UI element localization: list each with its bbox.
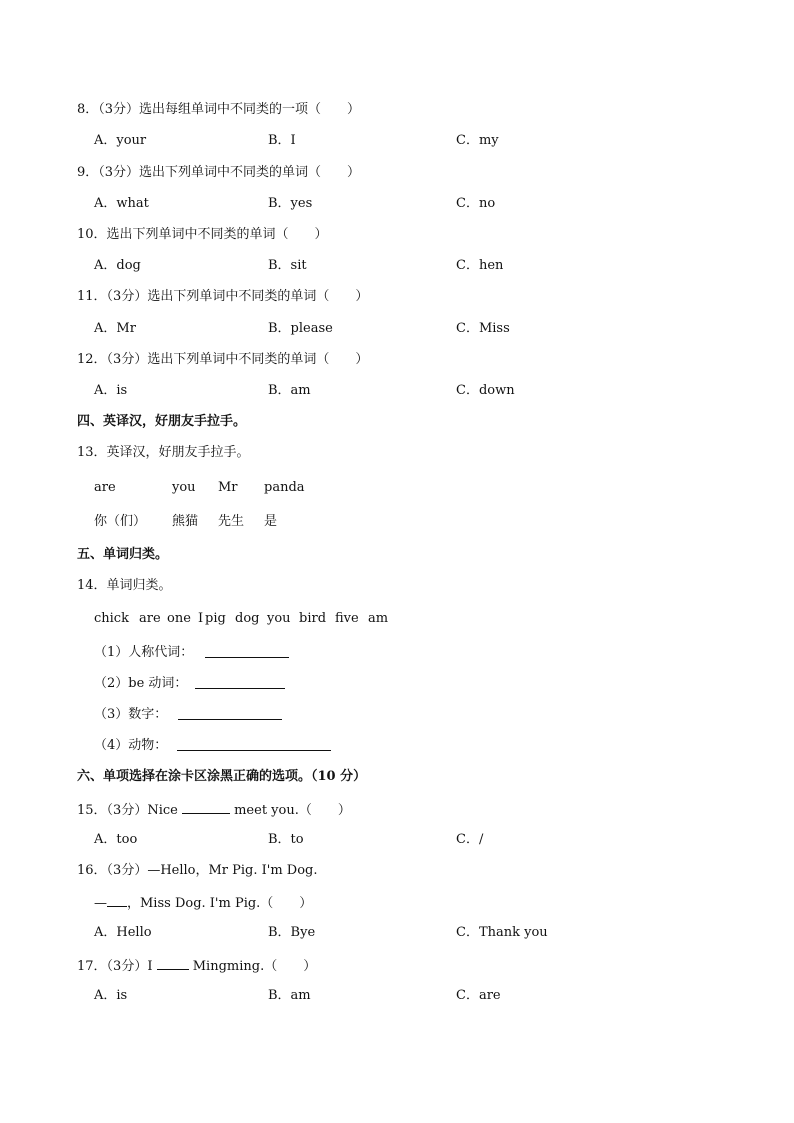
match-english-word[interactable]: panda	[264, 480, 305, 495]
q8-option-c[interactable]: C．my	[456, 133, 499, 148]
word-bank-item: you	[267, 611, 291, 626]
question-16-stem: 16．（3分）—Hello，Mr Pig. I'm Dog.	[77, 863, 318, 878]
match-chinese-word[interactable]: 是	[264, 514, 278, 529]
q8-option-b[interactable]: B．I	[268, 133, 296, 148]
answer-blank-4[interactable]	[177, 738, 331, 751]
section-6-heading: 六、单项选择在涂卡区涂黑正确的选项。（10 分）	[77, 769, 367, 784]
word-bank-item: pig	[205, 611, 226, 626]
question-14-stem: 14．单词归类。	[77, 578, 172, 593]
question-13-stem: 13．英译汉，好朋友手拉手。	[77, 445, 250, 460]
question-15-stem: 15．（3分）Nice meet you.（ ）	[77, 803, 351, 818]
match-english-word[interactable]: are	[94, 480, 116, 495]
q12-option-c[interactable]: C．down	[456, 383, 515, 398]
q17-option-b[interactable]: B．am	[268, 988, 311, 1003]
q17-answer-blank[interactable]	[157, 957, 189, 970]
q16-option-c[interactable]: C．Thank you	[456, 925, 548, 940]
q12-option-a[interactable]: A．is	[94, 383, 128, 398]
sub-question-3: （3）数字：	[94, 707, 168, 722]
q9-option-b[interactable]: B．yes	[268, 196, 313, 211]
sub-question-4: （4）动物：	[94, 738, 168, 753]
word-bank-item: five	[335, 611, 359, 626]
q9-option-a[interactable]: A．what	[94, 196, 149, 211]
answer-blank-1[interactable]	[205, 645, 289, 658]
q10-option-b[interactable]: B．sit	[268, 258, 307, 273]
q10-option-c[interactable]: C．hen	[456, 258, 504, 273]
q16-answer-blank[interactable]	[107, 894, 127, 907]
q11-option-b[interactable]: B．please	[268, 321, 333, 336]
word-bank-item: are	[139, 611, 161, 626]
section-4-heading: 四、英译汉，好朋友手拉手。	[77, 414, 247, 429]
sub-question-1: （1）人称代词：	[94, 645, 194, 660]
word-bank-item: am	[368, 611, 389, 626]
question-8-stem: 8．（3分）选出每组单词中不同类的一项（ ）	[77, 102, 361, 117]
q15-answer-blank[interactable]	[182, 801, 230, 814]
word-bank-item: chick	[94, 611, 129, 626]
match-english-word[interactable]: Mr	[218, 480, 238, 495]
answer-blank-3[interactable]	[178, 707, 282, 720]
word-bank-item: dog	[235, 611, 260, 626]
answer-blank-2[interactable]	[195, 676, 285, 689]
q17-option-a[interactable]: A．is	[94, 988, 128, 1003]
match-chinese-word[interactable]: 熊猫	[172, 514, 199, 529]
question-17-stem: 17．（3分）I Mingming.（ ）	[77, 959, 317, 974]
match-english-word[interactable]: you	[172, 480, 196, 495]
match-chinese-word[interactable]: 先生	[218, 514, 245, 529]
q15-option-a[interactable]: A．too	[94, 832, 138, 847]
q8-option-a[interactable]: A．your	[94, 133, 147, 148]
q16-option-a[interactable]: A．Hello	[94, 925, 152, 940]
q15-option-c[interactable]: C．/	[456, 832, 484, 847]
q11-option-a[interactable]: A．Mr	[94, 321, 136, 336]
question-11-stem: 11．（3分）选出下列单词中不同类的单词（ ）	[77, 289, 369, 304]
q10-option-a[interactable]: A．dog	[94, 258, 141, 273]
question-10-stem: 10．选出下列单词中不同类的单词（ ）	[77, 227, 328, 242]
word-bank-item: I	[198, 611, 204, 626]
word-bank-item: bird	[299, 611, 327, 626]
question-16-line-2: — ，Miss Dog. I'm Pig.（ ）	[94, 896, 313, 911]
q15-option-b[interactable]: B．to	[268, 832, 304, 847]
q17-option-c[interactable]: C．are	[456, 988, 501, 1003]
section-5-heading: 五、单词归类。	[77, 547, 169, 562]
question-12-stem: 12．（3分）选出下列单词中不同类的单词（ ）	[77, 352, 369, 367]
question-9-stem: 9．（3分）选出下列单词中不同类的单词（ ）	[77, 165, 361, 180]
q11-option-c[interactable]: C．Miss	[456, 321, 510, 336]
match-chinese-word[interactable]: 你（们）	[94, 514, 147, 529]
q9-option-c[interactable]: C．no	[456, 196, 496, 211]
sub-question-2: （2）be 动词：	[94, 676, 188, 691]
q12-option-b[interactable]: B．am	[268, 383, 311, 398]
word-bank-item: one	[167, 611, 191, 626]
q16-option-b[interactable]: B．Bye	[268, 925, 316, 940]
